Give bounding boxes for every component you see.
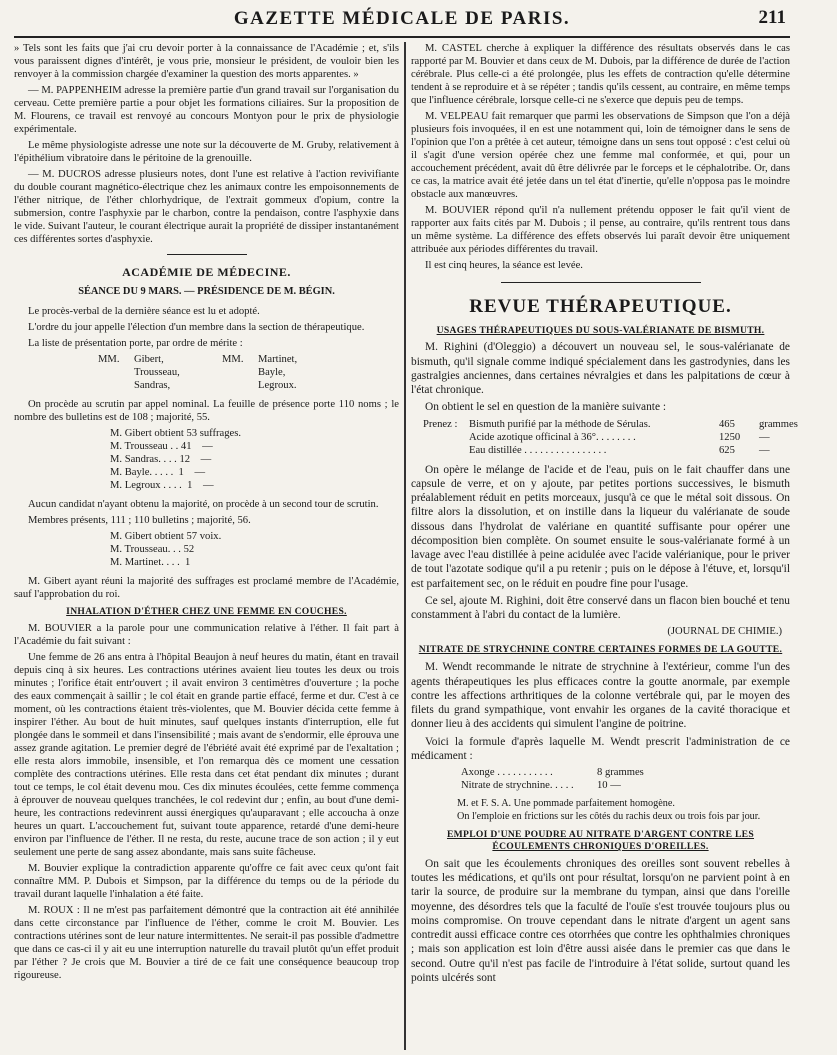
page-number: 211: [758, 7, 786, 28]
newspaper-page: [14, 4, 798, 1050]
article-heading: EMPLOI D'UNE POUDRE AU NITRATE D'ARGENT CONTRE LES ÉCOULEMENTS CHRONIQUES D'OREILLES.: [446, 829, 755, 852]
paragraph: — M. PAPPENHEIM adresse la première partie d'un grand travail sur l'organisation du cerveau. Cette première partie a pour objet les formations ciliaires. Sur la proposition de M. Flourens, ce travail est renvoyé au concours Montyon pour le prix de physiologie expérimentale.: [14, 85, 399, 136]
paragraph: — M. DUCROS adresse plusieurs notes, dont l'une est relative à l'action revivifiante du double courant magnético-électrique chez les animaux contre les empoisonnements de l'éther nitrique, de l'éther chlorhydrique, de l'extrait gommeux d'opium, contre la submersion, contre l'asphyxie par le charbon, contre la pendaison, contre l'asphyxie dans le vide. Suivant l'auteur, le courant électrique aurait la propriété de dissiper instantanément ces différentes sortes d'asphyxie.: [14, 169, 399, 246]
paragraph: M. Bouvier explique la contradiction apparente qu'offre ce fait avec ceux qu'ont fait connaître MM. P. Dubois et Simpson, par la différence du temps ou de la période du travail durant laquelle l'inhalation a été faite.: [14, 863, 399, 901]
page-header: [14, 4, 790, 38]
paragraph: M. Gibert ayant réuni la majorité des suffrages est proclamé membre de l'Académie, sauf l'approbation du roi.: [14, 576, 399, 601]
candidate-cell: Sandras,: [134, 379, 171, 391]
candidate-cell: [222, 379, 258, 392]
candidate-cell: [98, 366, 134, 379]
candidate-cell: [98, 379, 134, 392]
vote-results-second-round: [110, 530, 399, 569]
vote-line: M. Gibert obtient 53 suffrages.: [110, 427, 242, 439]
formula-cell: —: [759, 444, 770, 456]
vote-line: M. Sandras. . . . 12 —: [110, 453, 212, 465]
candidate-cell: Legroux.: [258, 379, 297, 391]
formula-cell: Eau distillée . . . . . . . . . . . . . . . .: [469, 444, 607, 456]
paragraph: Ce sel, ajoute M. Righini, doit être conservé dans un flacon bien bouché et tenu constamment à l'abri du contact de la lumière.: [411, 594, 790, 622]
formula-cell: 625: [719, 444, 735, 456]
paragraph: M. Righini (d'Oleggio) a découvert un nouveau sel, le sous-valérianate de bismuth, qu'il signale comme indiqué spécialement dans les gastrodynies, dans les gastralgies anciennes, dans certaines névralgies et dans les palpitations de cœur à l'état chronique.: [411, 341, 790, 397]
paragraph: Le même physiologiste adresse une note sur la découverte de M. Gruby, relativement à l'épithélium vibratoire dans le péritoine de la grenouille.: [14, 140, 399, 165]
vote-line: M. Gibert obtient 57 voix.: [110, 531, 222, 543]
vote-line: M. Trousseau. . . 52: [110, 544, 195, 556]
paragraph: M. VELPEAU fait remarquer que parmi les observations de Simpson que l'on a déjà plusieurs fois invoquées, il en est une notamment qui, loin de témoigner dans le sens de l'opinion que l'on a prêtée à cet auteur, témoigne dans un sens tout opposé : c'est celui où il s'agit d'une version opérée chez une femme mal conformée, et qui, pour un accouchement précédent, avait dû être délivrée par le forceps et le céphalotribe. Or, dans ce cas, la matrice avait été jetée dans un tel état d'inertie, qu'elle n'opposa pas le moindre obstacle aux manœuvres.: [411, 111, 790, 201]
formula-cell: Acide azotique officinal à 36°. . . . . . . .: [469, 431, 636, 443]
paragraph: On obtient le sel en question de la manière suivante :: [425, 401, 667, 414]
formula-cell: Axonge . . . . . . . . . . .: [461, 767, 553, 779]
note-line: M. et F. S. A. Une pommade parfaitement homogène.: [457, 798, 675, 810]
section-divider: [167, 254, 247, 255]
vote-line: M. Trousseau . . 41 —: [110, 440, 213, 452]
source-citation: (JOURNAL DE CHIMIE.): [667, 626, 782, 638]
paragraph: Une femme de 26 ans entra à l'hôpital Beaujon à neuf heures du matin, étant en travail depuis cinq à six heures. Les contractions utérines avaient lieu toutes les deux ou trois minutes ; l'orifice était entr'ouvert ; il avait environ 3 centimètres d'ouverture ; la poche des eaux commençait à saillir ; le col était en grande partie effacé, ferme et dur. C'est à ce moment, où les contractions étaient très-violentes, que M. Bouvier décida cette femme à inspirer l'éther. Au bout de huit minutes, sauf quelques instants d'interruption, elle fut plongée dans le sommeil et dans l'insensibilité ; mais avant de s'endormir, elle éprouva une assez grande agitation. Le premier degré de l'ébriété avait été exprimé par de l'exaltation ; elle resta alors immobile, insensible, et l'on remarqua dès ce moment une cessation complète des contractions utérines. Elle resta dans cet état pendant dix minutes ; durant tout ce temps, le col était devenu mou. Ces dix minutes écoulées, cette femme commença à éprouver de nouveau quelques tranchées, le col redevint dur ; enfin, au bout d'une demi-heure, les contractions redevinrent aussi énergiques qu'auparavant ; elle accoucha à onze heures un quart. L'accouchement fut, suivant toute apparence, retardé d'une demi-heure environ par l'influence de l'éther. Il ne resta, du reste, aucune trace de son action ; il y eut seulement une perte de sang assez abondante, mais sans suite fâcheuse.: [14, 651, 399, 859]
paragraph: Aucun candidat n'ayant obtenu la majorité, on procède à un second tour de scrutin.: [28, 498, 379, 510]
paragraph: L'ordre du jour appelle l'élection d'un membre dans la section de thérapeutique.: [28, 321, 365, 333]
candidate-list: [98, 353, 399, 392]
article-heading: NITRATE DE STRYCHNINE CONTRE CERTAINES FORMES DE LA GOUTTE.: [418, 644, 783, 656]
candidate-cell: MM.: [98, 353, 120, 365]
paragraph: Membres présents, 111 ; 110 bulletins ; majorité, 56.: [28, 515, 251, 526]
formula-cell: 1250: [719, 431, 741, 443]
paragraph: Voici la formule d'après laquelle M. Wendt prescrit l'administration de ce médicament :: [411, 735, 790, 762]
paragraph: M. BOUVIER répond qu'il n'a nullement prétendu opposer le fait qu'il vient de rapporter aux faits cités par M. Dubois ; il pense, au contraire, qu'ils rentrent tous dans un même système. La différence des effets observés lui paraît devoir être uniquement attribuée aux périodes différentes du travail.: [411, 205, 790, 256]
recipe-formula: [423, 418, 798, 457]
formula-cell: 10 —: [597, 780, 621, 792]
vote-results-first-round: [110, 427, 399, 492]
paragraph: M. ROUX : Il ne m'est pas parfaitement démontré que la contraction ait été annihilée dans cette circonstance par l'influence de l'éther, comme le croit M. Bouvier. Les contractions utérines sont de leur nature intermittentes. Ne serait-il pas possible d'admettre que dans ce cas-ci il y ait eu une interruption naturelle du travail plutôt qu'un effet produit par l'éther ? Je crois que M. Bouvier a tiré de ce fait une conséquence beaucoup trop rigoureuse.: [14, 905, 399, 982]
vote-line: M. Legroux . . . . 1 —: [110, 479, 214, 491]
candidate-cell: MM.: [222, 353, 244, 365]
paragraph: » Tels sont les faits que j'ai cru devoir porter à la connaissance de l'Académie ; et, s'ils vous paraissent dignes d'intérêt, je vous prie, monsieur le président, de vouloir bien les renvoyer à la commission chargée d'examiner la question des morts apparentes. »: [14, 43, 399, 81]
note-line: On l'emploie en frictions sur les côtés du rachis deux ou trois fois par jour.: [457, 810, 761, 822]
formula-cell: 8 grammes: [597, 767, 644, 779]
prescription-notes: [457, 798, 790, 823]
formula-cell: Prenez :: [423, 418, 458, 430]
formula-cell: 465: [719, 418, 735, 430]
candidate-cell: [222, 366, 258, 379]
column-divider: [404, 42, 406, 1050]
formula-cell: [423, 431, 469, 444]
session-heading: SÉANCE DU 9 MARS. — PRÉSIDENCE DE M. BÉGIN.: [78, 285, 335, 297]
vote-line: M. Martinet. . . . 1: [110, 557, 191, 569]
formula-cell: Nitrate de strychnine. . . . .: [461, 780, 574, 792]
candidate-cell: Gibert,: [134, 353, 164, 365]
paragraph: Il est cinq heures, la séance est levée.: [425, 260, 583, 272]
paragraph: M. BOUVIER a la parole pour une communication relative à l'éther. Il fait part à l'Académie du fait suivant :: [14, 622, 399, 647]
paragraph: La liste de présentation porte, par ordre de mérite :: [28, 337, 243, 349]
paragraph: M. CASTEL cherche à expliquer la différence des résultats observés dans le cas rapporté par M. Bouvier et dans ceux de M. Dubois, par la différence de durée de l'action cérébrale. Plus celle-ci a été prolongée, plus les effets de contraction qu'elle détermine tendent à se reproduire et à se répéter ; tandis qu'ils cessent, au contraire, en même temps que l'influence cérébrale, lorsque celle-ci ne s'exerce que depuis peu de temps.: [411, 43, 790, 107]
formula-cell: —: [759, 431, 770, 443]
journal-title: GAZETTE MÉDICALE DE PARIS.: [233, 8, 571, 29]
paragraph: On procède au scrutin par appel nominal. La feuille de présence porte 110 noms ; le nombre des bulletins est de 108 ; majorité, 55.: [14, 398, 399, 423]
article-heading: USAGES THÉRAPEUTIQUES DU SOUS-VALÉRIANATE DE BISMUTH.: [436, 324, 765, 336]
formula-cell: [423, 444, 469, 457]
candidate-cell: Bayle,: [258, 366, 286, 378]
article-heading: INHALATION D'ÉTHER CHEZ UNE FEMME EN COUCHES.: [66, 606, 347, 618]
vote-line: M. Bayle. . . . . 1 —: [110, 466, 206, 478]
section-title: REVUE THÉRAPEUTIQUE.: [469, 296, 732, 318]
section-divider: [501, 282, 701, 283]
paragraph: On sait que les écoulements chroniques des oreilles sont souvent rebelles à toutes les médications, et qu'ils ont pour résultat, lorsqu'on ne parvient point à en tarir la source, de produire sur la membrane du tympan, ainsi que dans l'oreille moyenne, des désordres tels que la faculté de l'ouïe s'est trouvée toujours plus ou moins compromise. On trouve cependant dans le nitrate d'argent un agent sans contredit aussi efficace contre ces otorrhées que contre les ophthalmies chroniques ; mais son application est loin d'être aussi aisée dans le premier cas que dans le second. Outre qu'il n'est pas facile de l'introduire à l'état solide, surtout quand les points ulcérés sont: [411, 857, 790, 984]
right-column: [411, 42, 798, 1050]
candidate-cell: Martinet,: [258, 353, 298, 365]
prescription-formula: [461, 766, 790, 792]
formula-cell: Bismuth purifié par la méthode de Sérulas.: [469, 418, 651, 430]
left-column: [14, 42, 399, 1050]
paragraph: On opère le mélange de l'acide et de l'eau, puis on le fait chauffer dans une capsule de verre, et on y ajoute, par petites portions successives, le bismuth préalablement réduit en petits morceaux, jusqu'à ce que le métal soit dissous. On filtre alors la dissolution, et on instille dans la liqueur du valérianate de soude dissous dans l'hydrolat de valériane en quantité suffisante pour opérer une décomposition bien complète. On soumet ensuite le sous-valérianate formé à un lavage avec l'eau distillée à peine acidulée avec l'acide valérianique, pour le priver de tout l'azotate sodique qu'il a pu retenir ; puis on le dépose à l'étuve, et, lorsqu'il est parfaitement sec, on le réduit en poudre fine pour l'usage.: [411, 463, 790, 590]
paragraph: Le procès-verbal de la dernière séance est lu et adopté.: [28, 305, 260, 317]
paragraph: M. Wendt recommande le nitrate de strychnine à l'extérieur, comme l'un des agents thérapeutiques les plus efficaces contre la goutte anormale, par exemple contre les affections arthritiques de la colonne vertébrale qui, par le moyen des filets du grand sympathique, vont envahir les organes de la cavité thoracique et donner lieu à des accidents qui simulent l'angine de poitrine.: [411, 661, 790, 731]
formula-cell: grammes: [759, 418, 798, 430]
candidate-cell: Trousseau,: [134, 366, 180, 378]
section-title: ACADÉMIE DE MÉDECINE.: [122, 265, 291, 280]
